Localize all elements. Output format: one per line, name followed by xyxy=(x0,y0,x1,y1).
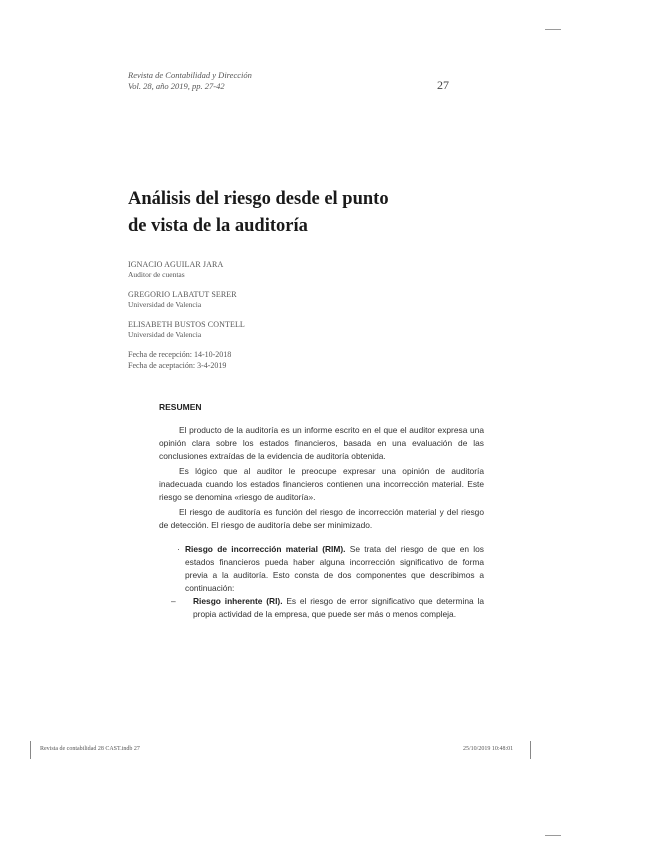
crop-bar xyxy=(530,741,531,759)
received-date: Fecha de recepción: 14-10-2018 xyxy=(128,350,232,359)
list-item xyxy=(177,543,484,595)
footer-file-info: Revista de contabilidad 28 CAST.indb 27 xyxy=(40,746,140,752)
title-line-1: Análisis del riesgo desde el punto xyxy=(128,189,389,209)
author-affiliation: Universidad de Valencia xyxy=(128,330,202,339)
crop-bar xyxy=(30,741,31,759)
abstract xyxy=(159,402,484,621)
article-title xyxy=(128,186,428,240)
crop-mark xyxy=(545,835,561,836)
abstract-paragraph: Es lógico que al auditor le preocupe expresar una opinión de auditoría inadecuada cuando los estados financieros contienen una incorrección material. Este riesgo se denomina «riesgo de auditoría». xyxy=(159,466,484,502)
journal-volume: Vol. 28, año 2019, pp. 27-42 xyxy=(128,81,225,91)
author xyxy=(128,260,245,280)
author-name: ELISABETH BUSTOS CONTELL xyxy=(128,320,245,329)
accepted-date: Fecha de aceptación: 3-4-2019 xyxy=(128,360,227,370)
author xyxy=(128,320,245,340)
list-item-term: Riesgo de incorrección material (RIM). xyxy=(185,544,346,554)
dash-icon: – xyxy=(171,596,176,606)
journal-header xyxy=(128,70,458,92)
dates xyxy=(128,350,245,371)
page-number: 27 xyxy=(437,78,449,92)
journal-name: Revista de Contabilidad y Dirección xyxy=(128,70,252,80)
sub-item-term: Riesgo inherente (RI). xyxy=(193,596,283,606)
abstract-paragraph: El producto de la auditoría es un informe escrito en el que el auditor expresa una opinión clara sobre los estados financieros, basada en una evaluación de las conclusiones extraídas de la evidencia de auditoría obtenida. xyxy=(159,425,484,461)
author-name: IGNACIO AGUILAR JARA xyxy=(128,260,224,269)
sub-item-text: Es el riesgo de error significativo que determina la propia actividad de la empresa, que puede ser más o menos compleja. xyxy=(193,596,484,619)
author-block xyxy=(128,260,245,371)
author-affiliation: Auditor de cuentas xyxy=(128,270,185,279)
bullet-icon: · xyxy=(177,544,180,554)
abstract-paragraph: El riesgo de auditoría es función del riesgo de incorrección material y del riesgo de detección. El riesgo de auditoría debe ser minimizado. xyxy=(159,507,484,530)
crop-mark xyxy=(545,29,561,30)
list-item-text: Se trata del riesgo de que en los estados financieros pueda haber alguna incorrección significativo de forma previa a la auditoría. Esto consta de dos componentes que describimos a continuación: xyxy=(185,544,484,593)
title-line-2: de vista de la auditoría xyxy=(128,216,308,236)
author xyxy=(128,290,245,310)
author-affiliation: Universidad de Valencia xyxy=(128,300,202,309)
footer-timestamp: 25/10/2019 10:48:01 xyxy=(463,746,514,752)
author-name: GREGORIO LABATUT SERER xyxy=(128,290,237,299)
risk-list xyxy=(159,543,484,621)
abstract-heading: RESUMEN xyxy=(159,402,202,412)
sub-list-item xyxy=(171,595,484,621)
